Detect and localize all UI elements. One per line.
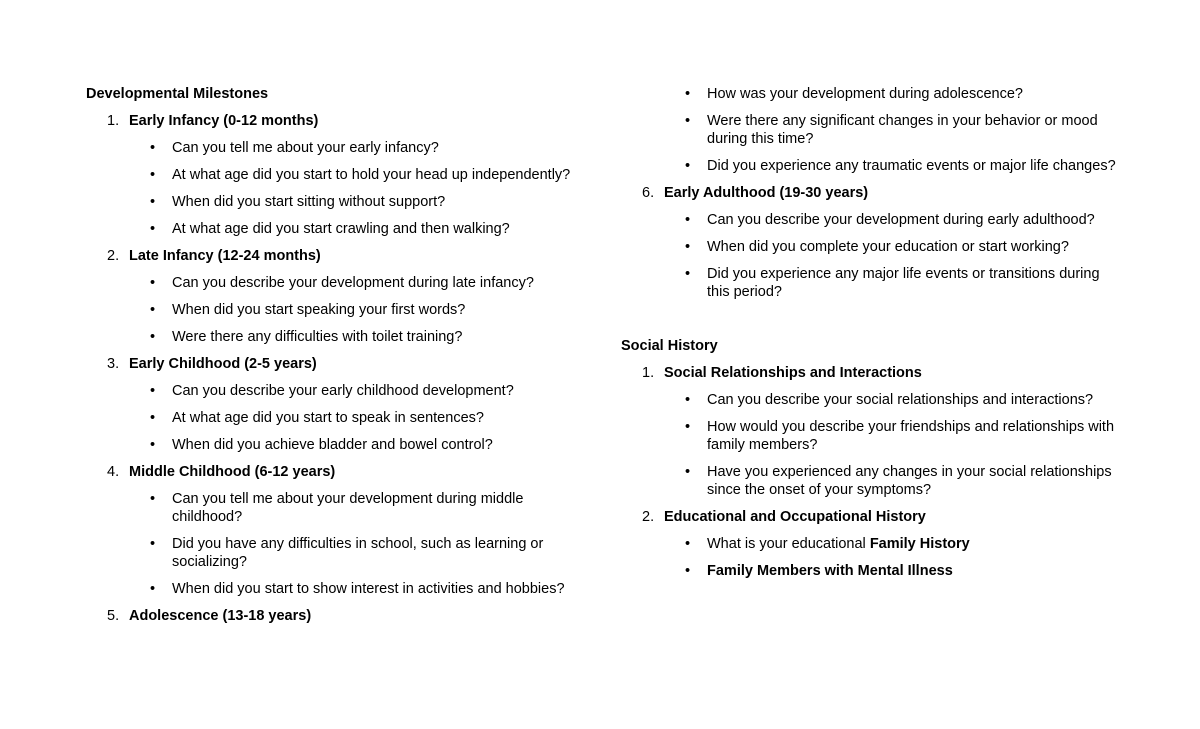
question-item <box>685 238 1141 265</box>
section-educational-occupational <box>642 508 1141 535</box>
question-text: When did you start sitting without support? <box>172 194 446 210</box>
question-item <box>685 562 1141 589</box>
family-members-label: Family Members with Mental Illness <box>707 563 953 579</box>
left-column <box>86 85 586 634</box>
bullet-icon: • <box>685 419 691 435</box>
stage-title: Middle Childhood (6-12 years) <box>129 464 336 480</box>
stage-adolescence <box>107 607 586 634</box>
stage-title: Adolescence (13-18 years) <box>129 608 312 624</box>
bullet-icon: • <box>685 86 691 102</box>
question-text: When did you complete your education or start working? <box>707 239 1069 255</box>
question-item <box>150 580 586 607</box>
bullet-icon: • <box>685 113 691 129</box>
question-text: How was your development during adolescence? <box>707 86 1023 102</box>
bullet-icon: • <box>685 158 691 174</box>
question-item <box>685 391 1141 418</box>
question-text: When did you achieve bladder and bowel control? <box>172 437 493 453</box>
question-text: Were there any significant changes in your behavior or mood during this time? <box>707 113 1098 147</box>
stage-early-infancy <box>107 112 586 139</box>
question-item <box>150 274 586 301</box>
question-item <box>150 301 586 328</box>
question-item <box>685 85 1141 112</box>
bullet-icon: • <box>150 275 156 291</box>
question-text: Have you experienced any changes in your social relationships since the onset of your symptoms? <box>707 464 1112 498</box>
question-text: Did you experience any traumatic events or major life changes? <box>707 158 1116 174</box>
bullet-icon: • <box>150 329 156 345</box>
stage-early-adulthood <box>642 184 1141 211</box>
bullet-icon: • <box>685 212 691 228</box>
bullet-icon: • <box>685 392 691 408</box>
question-item <box>685 157 1141 184</box>
question-item <box>150 409 586 436</box>
list-number: 6. <box>642 185 655 201</box>
bullet-icon: • <box>150 581 156 597</box>
bullet-icon: • <box>150 491 156 507</box>
bullet-icon: • <box>685 266 691 282</box>
bullet-icon: • <box>150 437 156 453</box>
bullet-icon: • <box>150 383 156 399</box>
question-text: Can you tell me about your early infancy? <box>172 140 439 156</box>
spacer <box>621 310 1141 337</box>
question-item <box>685 463 1117 508</box>
section-title: Educational and Occupational History <box>664 509 926 525</box>
bullet-icon: • <box>150 410 156 426</box>
section-social-relationships <box>642 364 1141 391</box>
list-number: 2. <box>642 509 655 525</box>
bullet-icon: • <box>150 221 156 237</box>
stage-early-childhood <box>107 355 586 382</box>
list-number: 5. <box>107 608 120 624</box>
question-text: At what age did you start to speak in sentences? <box>172 410 484 426</box>
question-item <box>685 265 1107 310</box>
question-text: Can you describe your development during late infancy? <box>172 275 534 291</box>
question-item <box>150 193 586 220</box>
list-number: 2. <box>107 248 120 264</box>
list-number: 1. <box>642 365 655 381</box>
question-text: What is your educational <box>707 536 866 552</box>
question-text: Did you have any difficulties in school, such as learning or socializing? <box>172 536 544 570</box>
question-item <box>150 382 586 409</box>
question-item <box>150 535 552 580</box>
bullet-icon: • <box>685 464 691 480</box>
question-item <box>685 211 1141 238</box>
stage-title: Early Infancy (0-12 months) <box>129 113 319 129</box>
list-number: 4. <box>107 464 120 480</box>
question-item <box>150 220 586 247</box>
stage-title: Early Adulthood (19-30 years) <box>664 185 869 201</box>
bullet-icon: • <box>150 536 156 552</box>
list-number: 3. <box>107 356 120 372</box>
question-text: Can you describe your early childhood development? <box>172 383 514 399</box>
question-item <box>150 436 586 463</box>
bullet-icon: • <box>150 302 156 318</box>
bullet-icon: • <box>150 194 156 210</box>
question-item <box>685 535 1141 562</box>
question-text: At what age did you start to hold your head up independently? <box>172 167 571 183</box>
question-text: Can you describe your social relationships and interactions? <box>707 392 1094 408</box>
question-text: Were there any difficulties with toilet training? <box>172 329 463 345</box>
bullet-icon: • <box>685 239 691 255</box>
question-item <box>685 418 1117 463</box>
question-item <box>150 139 586 166</box>
question-text: At what age did you start crawling and then walking? <box>172 221 510 237</box>
question-text: Can you tell me about your development during middle childhood? <box>172 491 524 525</box>
question-item <box>150 166 586 193</box>
stage-title: Late Infancy (12-24 months) <box>129 248 321 264</box>
list-number: 1. <box>107 113 120 129</box>
section-heading-developmental-milestones: Developmental Milestones <box>86 86 269 102</box>
stage-title: Early Childhood (2-5 years) <box>129 356 317 372</box>
right-column <box>621 85 1141 589</box>
question-item <box>685 112 1107 157</box>
family-history-label: Family History <box>869 536 970 552</box>
section-heading-social-history: Social History <box>621 338 718 354</box>
bullet-icon: • <box>150 140 156 156</box>
bullet-icon: • <box>685 536 691 552</box>
bullet-icon: • <box>685 563 691 579</box>
question-text: When did you start to show interest in activities and hobbies? <box>172 581 565 597</box>
question-item <box>150 328 586 355</box>
bullet-icon: • <box>150 167 156 183</box>
question-text: Can you describe your development during early adulthood? <box>707 212 1095 228</box>
question-item <box>150 490 542 535</box>
question-text: How would you describe your friendships and relationships with family members? <box>707 419 1115 453</box>
stage-middle-childhood <box>107 463 586 490</box>
section-title: Social Relationships and Interactions <box>664 365 922 381</box>
question-text: Did you experience any major life events or transitions during this period? <box>707 266 1100 300</box>
question-text: When did you start speaking your first words? <box>172 302 466 318</box>
stage-late-infancy <box>107 247 586 274</box>
